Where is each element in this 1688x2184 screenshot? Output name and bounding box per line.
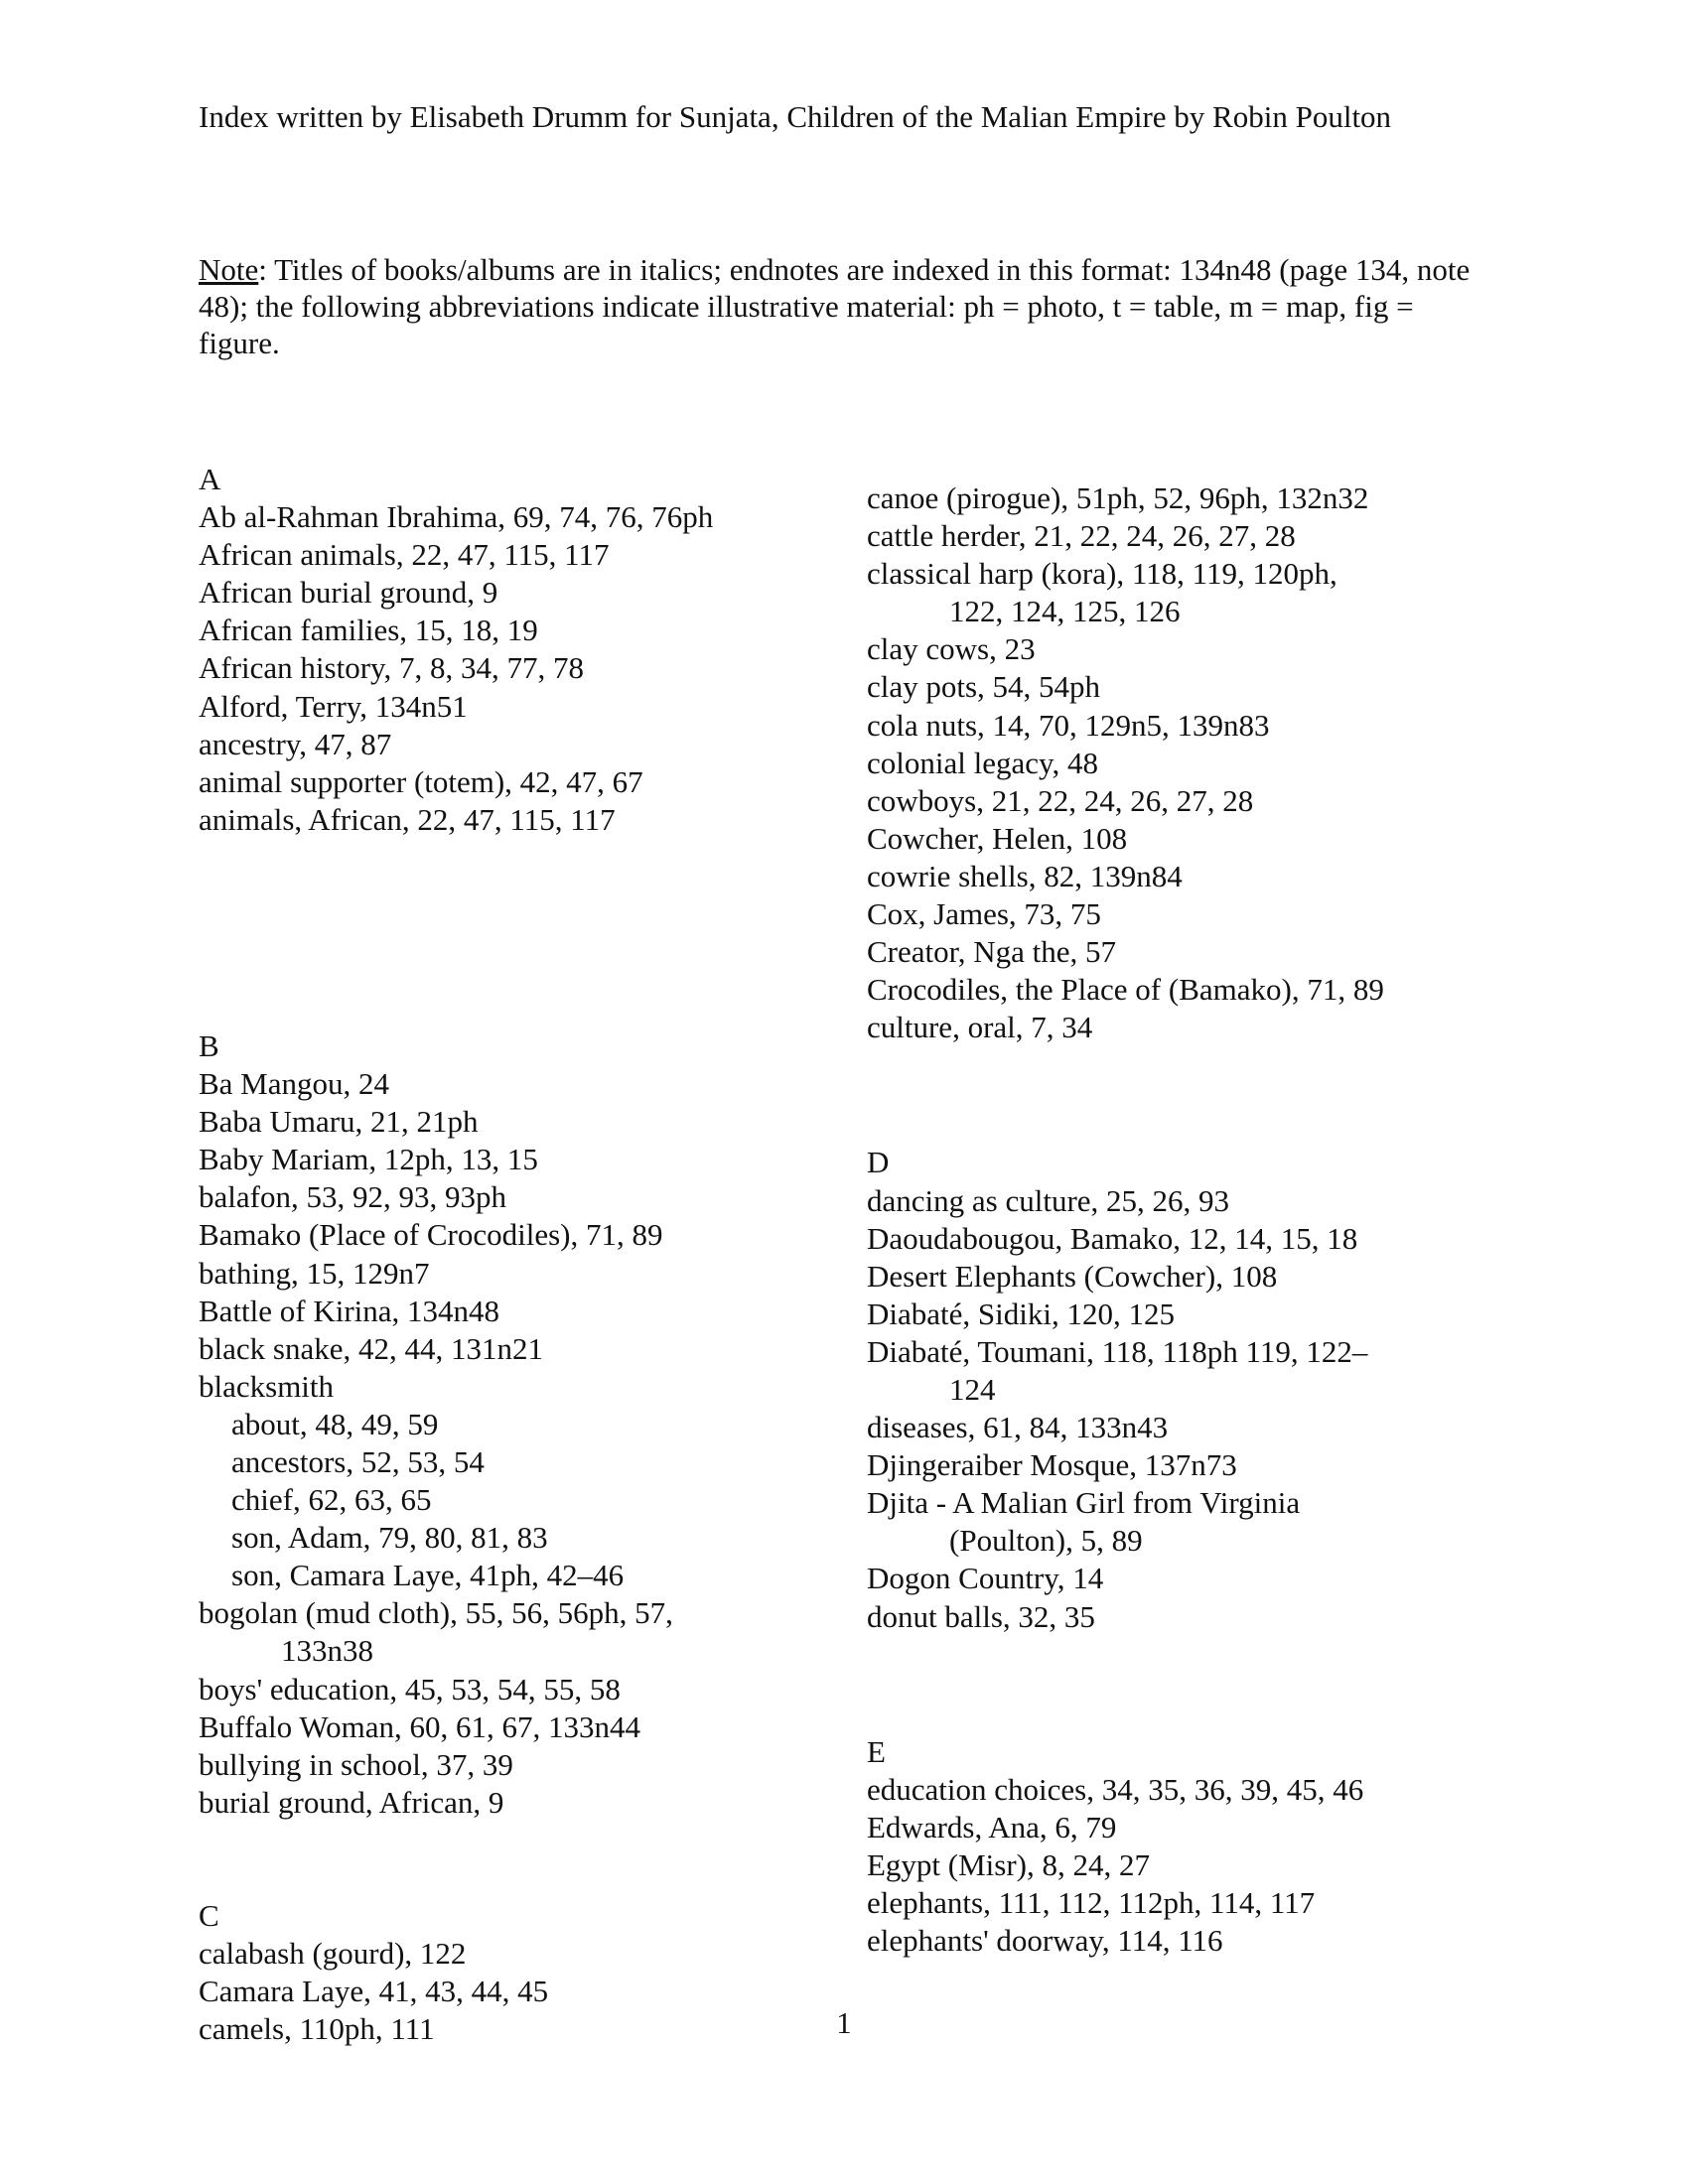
index-subentry: about, 48, 49, 59 — [231, 1406, 439, 1441]
section-letter-d: D — [867, 1145, 890, 1180]
index-entry: boys' education, 45, 53, 54, 55, 58 — [199, 1671, 621, 1706]
index-entry: African burial ground, 9 — [199, 575, 498, 611]
index-subentry: ancestors, 52, 53, 54 — [231, 1443, 485, 1479]
index-entry: education choices, 34, 35, 36, 39, 45, 46 — [867, 1771, 1364, 1807]
index-subentry: son, Camara Laye, 41ph, 42–46 — [231, 1558, 625, 1593]
index-entry: diseases, 61, 84, 133n43 — [867, 1410, 1169, 1445]
index-entry: dancing as culture, 25, 26, 93 — [867, 1182, 1230, 1218]
page-number: 1 — [836, 2005, 852, 2040]
index-entry: elephants, 111, 112, 112ph, 114, 117 — [867, 1885, 1316, 1920]
index-entry: Creator, Nga the, 57 — [867, 934, 1116, 970]
index-column-right — [867, 479, 1502, 1960]
note-label: Note — [199, 252, 259, 287]
index-entry: calabash (gourd), 122 — [199, 1936, 467, 1971]
index-entry: Ab al-Rahman Ibrahima, 69, 74, 76, 76ph — [199, 499, 714, 535]
index-entry: elephants' doorway, 114, 116 — [867, 1923, 1223, 1959]
section-spacer — [199, 1822, 834, 1897]
index-column-left — [199, 461, 834, 2048]
index-entry: Diabaté, Sidiki, 120, 125 — [867, 1296, 1175, 1331]
index-entry: cattle herder, 21, 22, 24, 26, 27, 28 — [867, 518, 1296, 554]
index-entry: bathing, 15, 129n7 — [199, 1255, 430, 1291]
index-entry: culture, oral, 7, 34 — [867, 1010, 1093, 1045]
index-entry: Ba Mangou, 24 — [199, 1066, 390, 1102]
index-entry: Crocodiles, the Place of (Bamako), 71, 89 — [867, 972, 1384, 1008]
section-spacer — [867, 1046, 1502, 1144]
index-entry: classical harp (kora), 118, 119, 120ph, — [867, 556, 1337, 592]
index-entry: clay pots, 54, 54ph — [867, 669, 1101, 705]
section-letter-a: A — [199, 462, 221, 496]
index-entry: Diabaté, Toumani, 118, 118ph 119, 122– — [867, 1333, 1368, 1369]
index-entry: African families, 15, 18, 19 — [199, 613, 538, 648]
index-entry: Cowcher, Helen, 108 — [867, 820, 1128, 856]
index-entry: Djingeraiber Mosque, 137n73 — [867, 1447, 1237, 1483]
index-entry: black snake, 42, 44, 131n21 — [199, 1330, 543, 1366]
index-entry: bullying in school, 37, 39 — [199, 1746, 513, 1782]
section-spacer — [867, 1636, 1502, 1733]
index-entry: donut balls, 32, 35 — [867, 1598, 1095, 1634]
index-entry: Alford, Terry, 134n51 — [199, 688, 468, 724]
index-entry: Egypt (Misr), 8, 24, 27 — [867, 1846, 1151, 1882]
index-entry: Daoudabougou, Bamako, 12, 14, 15, 18 — [867, 1220, 1358, 1256]
index-entry-continuation: (Poulton), 5, 89 — [949, 1523, 1143, 1559]
index-subentry: son, Adam, 79, 80, 81, 83 — [231, 1520, 548, 1556]
index-entry: Desert Elephants (Cowcher), 108 — [867, 1258, 1278, 1294]
index-entry: blacksmith — [199, 1368, 335, 1404]
index-entry: Battle of Kirina, 134n48 — [199, 1293, 500, 1328]
note-text: : Titles of books/albums are in italics; endnotes are indexed in this format: 134n48 (page 134, note 48); the following abbreviations indicate illustrative material: ph = photo, t = table, m = map, fig = figure. — [199, 252, 1471, 360]
section-letter-e: E — [867, 1733, 886, 1769]
section-spacer — [199, 839, 834, 1027]
index-entry: colonial legacy, 48 — [867, 745, 1098, 780]
index-entry: cowboys, 21, 22, 24, 26, 27, 28 — [867, 782, 1254, 818]
index-entry: Buffalo Woman, 60, 61, 67, 133n44 — [199, 1708, 640, 1744]
index-entry: animal supporter (totem), 42, 47, 67 — [199, 763, 643, 799]
index-entry: African animals, 22, 47, 115, 117 — [199, 537, 610, 573]
page-title: Index written by Elisabeth Drumm for Sunjata, Children of the Malian Empire by Robin Poulton — [199, 99, 1392, 134]
index-entry: burial ground, African, 9 — [199, 1784, 504, 1820]
index-entry: canoe (pirogue), 51ph, 52, 96ph, 132n32 — [867, 480, 1369, 515]
index-entry: bogolan (mud cloth), 55, 56, 56ph, 57, — [199, 1595, 673, 1631]
index-entry: Edwards, Ana, 6, 79 — [867, 1809, 1117, 1844]
index-subentry: chief, 62, 63, 65 — [231, 1482, 432, 1518]
index-entry: clay cows, 23 — [867, 631, 1036, 667]
index-entry-continuation: 122, 124, 125, 126 — [949, 594, 1181, 629]
index-entry: Dogon Country, 14 — [867, 1561, 1104, 1596]
index-entry: Baby Mariam, 12ph, 13, 15 — [199, 1142, 538, 1177]
index-entry: ancestry, 47, 87 — [199, 726, 392, 761]
section-letter-b: B — [199, 1027, 219, 1063]
index-entry: Djita - A Malian Girl from Virginia — [867, 1485, 1301, 1521]
index-entry: camels, 110ph, 111 — [199, 2011, 435, 2047]
index-entry: cola nuts, 14, 70, 129n5, 139n83 — [867, 707, 1270, 743]
index-entry: Cox, James, 73, 75 — [867, 896, 1101, 932]
note-paragraph — [199, 251, 1489, 361]
index-entry: Baba Umaru, 21, 21ph — [199, 1104, 479, 1140]
index-entry: Camara Laye, 41, 43, 44, 45 — [199, 1974, 549, 2009]
index-entry-continuation: 133n38 — [281, 1633, 373, 1669]
index-entry: cowrie shells, 82, 139n84 — [867, 858, 1183, 893]
index-entry: balafon, 53, 92, 93, 93ph — [199, 1179, 506, 1215]
section-letter-c: C — [199, 1897, 219, 1933]
index-entry: animals, African, 22, 47, 115, 117 — [199, 801, 616, 837]
index-entry-continuation: 124 — [949, 1371, 996, 1407]
index-entry: Bamako (Place of Crocodiles), 71, 89 — [199, 1217, 663, 1253]
index-entry: African history, 7, 8, 34, 77, 78 — [199, 650, 585, 686]
